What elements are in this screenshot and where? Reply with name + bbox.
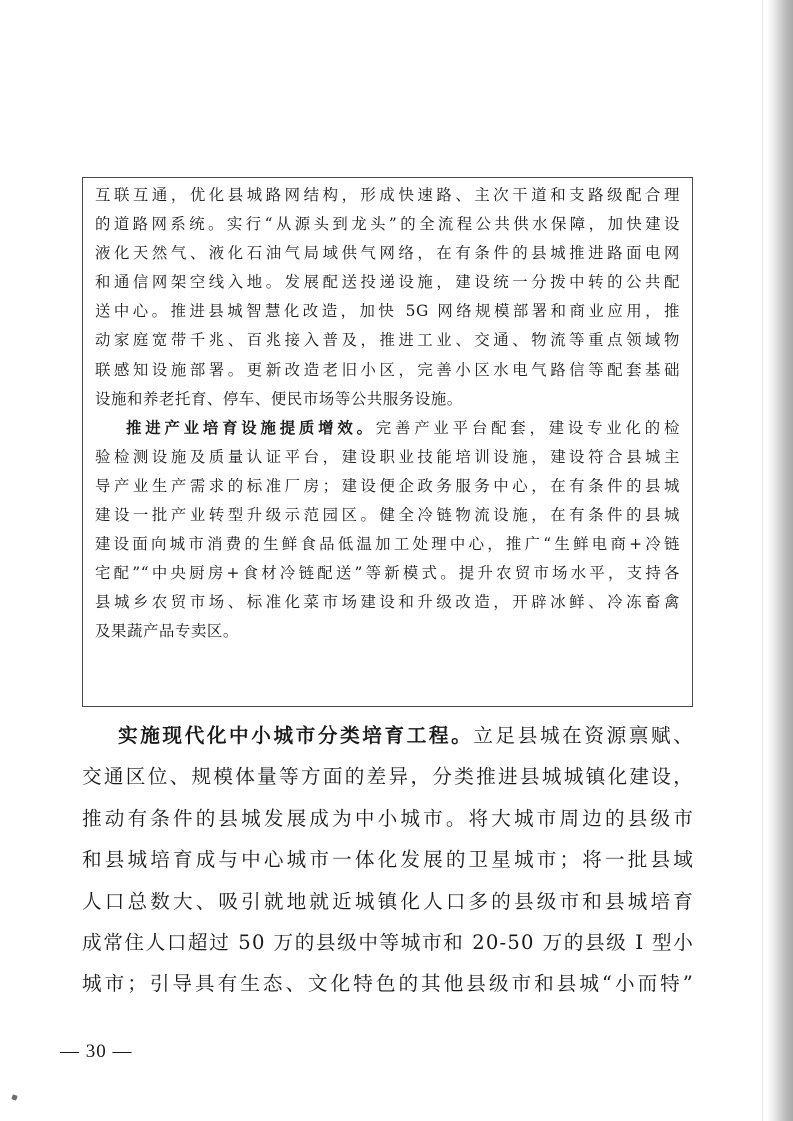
main-paragraph-heading: 实施现代化中小城市分类培育工程。 (118, 724, 474, 747)
box-line: 液化天然气、液化石油气局域供气网络，在有条件的县城推进路面电网 (95, 244, 680, 263)
box-paragraph-2-heading: 推进产业培育设施提质增效。 (126, 418, 376, 437)
box-line: 送中心。推进县城智慧化改造，加快 5G 网络规模部署和商业应用，推 (95, 302, 680, 321)
box-line: 和通信网架空线入地。发展配送投递设施，建设统一分拨中转的公共配 (95, 273, 680, 292)
page-number: — 30 — (60, 1041, 133, 1062)
box-paragraph-2-first-text: 完善产业平台配套，建设专业化的检 (375, 418, 680, 437)
main-line: 城市；引导具有生态、文化特色的其他县级市和县城“小而特” (82, 972, 694, 996)
scan-edge-line (762, 0, 763, 1121)
main-line: 成常住人口超过 50 万的县级中等城市和 20-50 万的县级 I 型小 (82, 931, 694, 955)
main-line: 交通区位、规模体量等方面的差异，分类推进县城城镇化建设， (82, 765, 694, 789)
main-line: 推动有条件的县城发展成为中小城市。将大城市周边的县级市 (82, 806, 694, 830)
main-first-text: 立足县城在资源禀赋、 (473, 724, 695, 747)
box-line: 建设面向城市消费的生鲜食品低温加工处理中心，推广“生鲜电商+冷链 (95, 535, 680, 554)
scan-edge-shadow (767, 0, 793, 1121)
box-line: 动家庭宽带千兆、百兆接入普及，推进工业、交通、物流等重点领域物 (95, 331, 680, 350)
box-line: 及果蔬产品专卖区。 (95, 622, 239, 641)
box-line: 验检测设施及质量认证平台，建设职业技能培训设施，建设符合县城主 (95, 447, 680, 466)
box-line: 联感知设施部署。更新改造老旧小区，完善小区水电气路信等配套基础 (95, 360, 680, 379)
main-first-line (82, 715, 694, 756)
box-line: 县城乡农贸市场、标准化菜市场建设和升级改造，开辟冰鲜、冷冻畜禽 (95, 593, 680, 612)
box-line: 宅配”“中央厨房+食材冷链配送”等新模式。提升农贸市场水平，支持各 (95, 564, 680, 583)
box-paragraph-1 (95, 181, 680, 414)
main-paragraph (82, 715, 694, 1005)
box-line: 设施和养老托育、停车、便民市场等公共服务设施。 (95, 389, 463, 408)
box-line: 建设一批产业转型升级示范园区。健全冷链物流设施，在有条件的县城 (95, 506, 680, 525)
boxed-text-panel (82, 177, 693, 707)
box-line: 导产业生产需求的标准厂房；建设便企政务服务中心，在有条件的县城 (95, 476, 680, 495)
box-line: 互联互通，优化县城路网结构，形成快速路、主次干道和支路级配合理 (95, 186, 680, 204)
box-paragraph-2 (95, 414, 680, 647)
main-line: 和县城培育成与中心城市一体化发展的卫星城市；将一批县域 (82, 848, 694, 872)
scan-speck (11, 1094, 17, 1100)
box-paragraph-2-first-line (95, 414, 680, 443)
box-line: 的道路网系统。实行“从源头到龙头”的全流程公共供水保障，加快建设 (95, 215, 680, 234)
main-line: 人口总数大、吸引就地就近城镇化人口多的县级市和县城培育 (82, 889, 694, 913)
